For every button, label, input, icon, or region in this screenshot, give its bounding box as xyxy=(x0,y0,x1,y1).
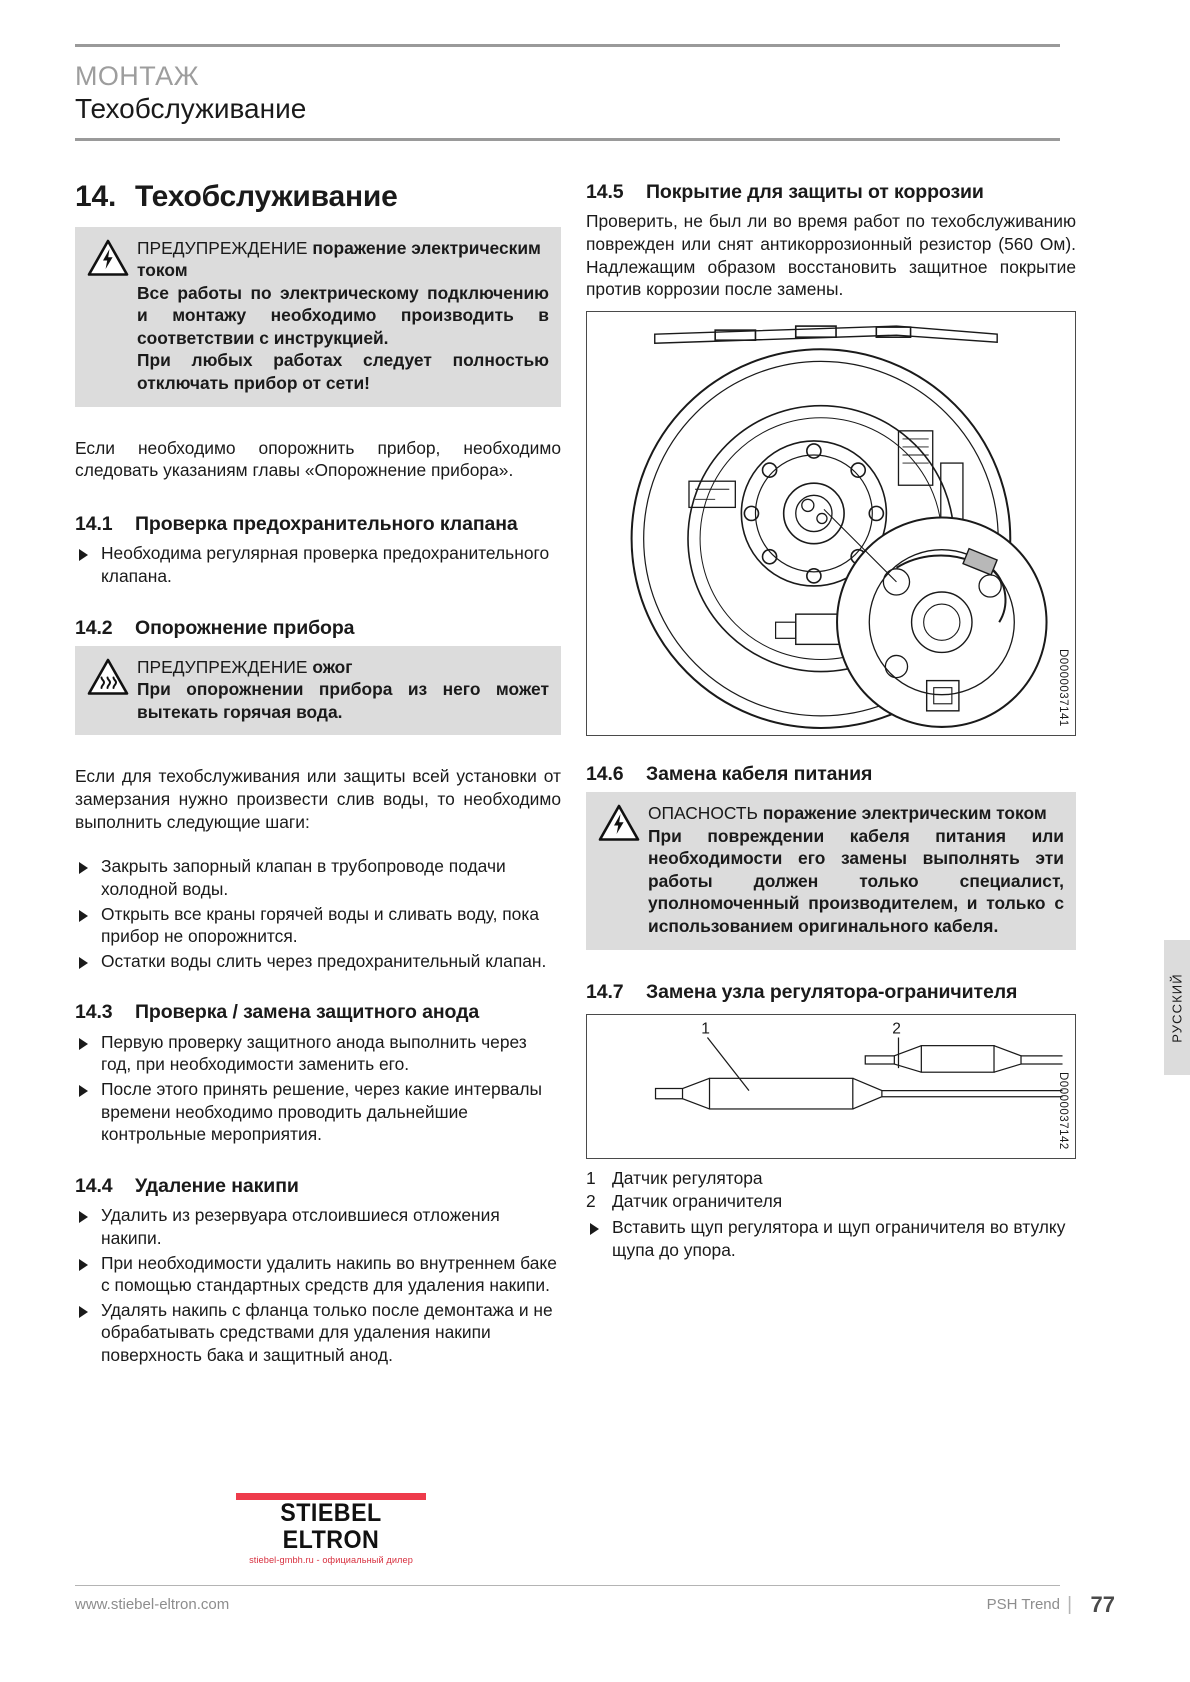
electric-shock-triangle-icon xyxy=(598,802,644,937)
figure-callout-1: 1 xyxy=(701,1020,710,1038)
footer-website[interactable]: www.stiebel-eltron.com xyxy=(75,1596,230,1613)
step-list-14-2 xyxy=(75,855,561,972)
list-item: Необходима регулярная проверка предохранительного клапана. xyxy=(75,542,561,587)
footer-product: PSH Trend xyxy=(986,1596,1060,1613)
step-list-14-1 xyxy=(75,542,561,587)
section-title-14-1: Проверка предохранительного клапана xyxy=(135,512,518,535)
warning-lead: поражение электрическим током xyxy=(137,238,541,281)
header-rule-bottom xyxy=(75,138,1060,141)
section-heading-14-7 xyxy=(586,980,1076,1004)
list-item: При необходимости удалить накипь во внутреннем баке с помощью стандартных средств для удаления накипи. xyxy=(75,1252,561,1297)
right-column xyxy=(586,180,1076,1262)
step-list-14-4 xyxy=(75,1204,561,1366)
step-insert-probes: Вставить щуп регулятора и щуп ограничителя во втулку щупа до упора. xyxy=(586,1216,1076,1261)
legend-item xyxy=(586,1167,1076,1190)
list-item: Закрыть запорный клапан в трубопроводе подачи холодной воды. xyxy=(75,855,561,900)
warning-paragraph-2: При любых работах следует полностью отключать прибор от сети! xyxy=(137,350,549,394)
section-title-14-5: Покрытие для защиты от коррозии xyxy=(646,181,984,203)
list-item: Удалять накипь с фланца только после демонтажа и не обрабатывать средствами для удаления накипи поверхность бака и защитный анод. xyxy=(75,1299,561,1367)
section-title-14-7: Замена узла регулятора-ограничителя xyxy=(646,980,1018,1003)
legend-number: 2 xyxy=(586,1190,596,1211)
chapter-heading xyxy=(75,180,561,213)
danger-lead: поражение электрическим током xyxy=(762,803,1047,824)
legend-number: 1 xyxy=(586,1168,596,1189)
legend-item xyxy=(586,1190,1076,1213)
list-item: Удалить из резервуара отслоившиеся отложения накипи. xyxy=(75,1204,561,1249)
section-heading-14-2 xyxy=(75,616,561,640)
warning-kind: ПРЕДУПРЕЖДЕНИЕ xyxy=(137,238,308,258)
warning-box-electric-shock xyxy=(75,227,561,407)
footer-rule xyxy=(75,1585,1060,1586)
list-item: Первую проверку защитного анода выполнить через год, при необходимости заменить его. xyxy=(75,1031,561,1076)
corrosion-paragraph: Проверить, не был ли во время работ по техобслуживанию поврежден или снят антикоррозионный резистор (560 Ом). Надлежащим образом восстановить защитное покрытие против коррозии после замены. xyxy=(586,211,1076,300)
figure-sensor-probes xyxy=(586,1014,1076,1159)
warning-box-burn xyxy=(75,646,561,736)
section-number-14-4: 14.4 xyxy=(75,1174,113,1197)
section-number-14-1: 14.1 xyxy=(75,512,113,535)
header-kicker: МОНТАЖ xyxy=(75,61,199,91)
figure-code: D0000037141 xyxy=(1057,649,1069,727)
electric-shock-triangle-icon xyxy=(87,237,133,395)
hot-surface-triangle-icon xyxy=(87,656,133,724)
warning-paragraph-1: Все работы по электрическому подключению и монтажу необходимо производить в соответствии с инструкцией. xyxy=(137,282,549,348)
section-number-14-6: 14.6 xyxy=(586,762,624,785)
danger-content xyxy=(644,802,1064,937)
language-side-tab-label: РУССКИЙ xyxy=(1169,972,1185,1043)
flange-assembly-drawing xyxy=(587,312,1075,735)
sensor-probes-drawing xyxy=(587,1015,1075,1158)
drain-intro-paragraph: Если для техобслуживания или защиты всей установки от замерзания нужно произвести слив воды, то необходимо выполнить следующие шаги: xyxy=(75,766,561,832)
warning-content xyxy=(133,237,549,395)
legend-label: Датчик ограничителя xyxy=(612,1190,783,1211)
intro-paragraph: Если необходимо опорожнить прибор, необходимо следовать указаниям главы «Опорожнение прибора». xyxy=(75,437,561,481)
section-title-14-4: Удаление накипи xyxy=(135,1174,299,1197)
section-number-14-3: 14.3 xyxy=(75,1001,113,1024)
chapter-number: 14. xyxy=(75,180,117,213)
left-column xyxy=(75,180,561,1369)
warning-paragraph: При опорожнении прибора из него может вытекать горячая вода. xyxy=(137,679,549,722)
section-number-14-7: 14.7 xyxy=(586,980,624,1003)
logo-wordmark: STIEBEL ELTRON xyxy=(280,1499,382,1554)
warning-heading xyxy=(137,237,549,282)
chapter-title: Техобслуживание xyxy=(135,180,398,213)
language-side-tab xyxy=(1164,940,1190,1075)
section-title-14-2: Опорожнение прибора xyxy=(135,616,355,639)
section-heading-14-1 xyxy=(75,512,561,536)
figure-code: D0000037142 xyxy=(1057,1072,1069,1151)
step-list-14-3 xyxy=(75,1031,561,1146)
warning-kind: ПРЕДУПРЕЖДЕНИЕ xyxy=(137,656,308,677)
figure-callout-2: 2 xyxy=(892,1020,901,1038)
warning-content xyxy=(133,656,549,724)
warning-lead: ожог xyxy=(312,656,353,677)
section-heading-14-4 xyxy=(75,1174,561,1198)
warning-heading xyxy=(137,656,549,678)
danger-paragraph: При повреждении кабеля питания или необходимости его замены выполнять эти работы должен только специалист, уполномоченный производителем, и только с использованием оригинального кабеля. xyxy=(648,825,1064,937)
danger-kind: ОПАСНОСТЬ xyxy=(648,803,758,824)
danger-heading xyxy=(648,802,1064,824)
list-item: Открыть все краны горячей воды и сливать воду, пока прибор не опорожнится. xyxy=(75,903,561,948)
section-number-14-5: 14.5 xyxy=(586,181,624,203)
danger-box-electric-shock xyxy=(586,792,1076,949)
list-item: Остатки воды слить через предохранительный клапан. xyxy=(75,950,561,973)
section-title-14-6: Замена кабеля питания xyxy=(646,762,873,785)
section-heading-14-3 xyxy=(75,1000,561,1024)
section-number-14-2: 14.2 xyxy=(75,616,113,639)
legend-label: Датчик регулятора xyxy=(612,1168,763,1189)
figure-flange-assembly xyxy=(586,311,1076,736)
section-heading-14-5 xyxy=(586,180,1076,204)
footer-page-number: 77 xyxy=(1090,1592,1115,1617)
header-title: Техобслуживание xyxy=(75,93,307,125)
list-item: После этого принять решение, через какие интервалы времени необходимо проводить дальнейшие контрольные мероприятия. xyxy=(75,1078,561,1146)
section-heading-14-6 xyxy=(586,762,1076,786)
figure-legend xyxy=(586,1167,1076,1212)
footer-separator: | xyxy=(1067,1594,1072,1615)
page-header xyxy=(75,44,1060,141)
logo-dealer-line: stiebel-gmbh.ru - официальный дилер xyxy=(249,1555,413,1565)
brand-logo xyxy=(236,1493,426,1565)
section-title-14-3: Проверка / замена защитного анода xyxy=(135,1001,480,1024)
